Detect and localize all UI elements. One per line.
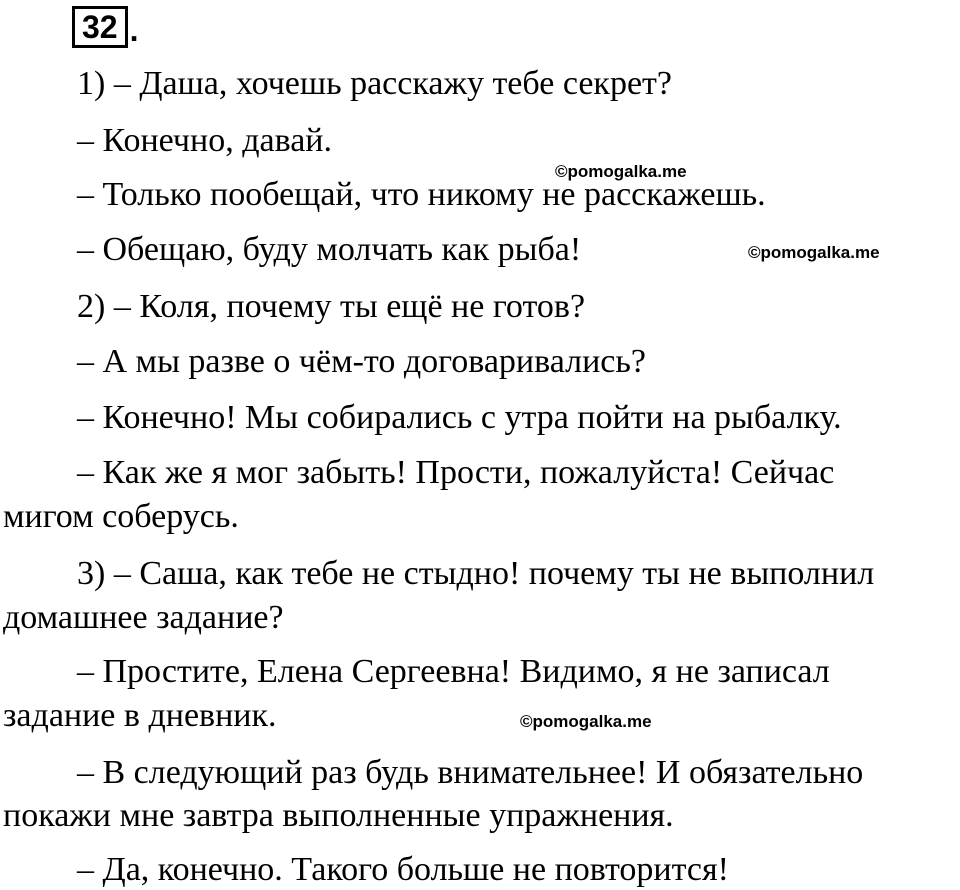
dialogue-3-line-1a: 3) – Саша, как тебе не стыдно! почему ты не выполнил: [77, 555, 875, 592]
dialogue-1-line-2: – Конечно, давай.: [77, 122, 332, 159]
dialogue-3-line-3a: – В следующий раз будь внимательнее! И обязательно: [77, 754, 864, 791]
exercise-number-dot: .: [129, 12, 139, 48]
watermark-2: ©pomogalka.me: [748, 243, 880, 262]
dialogue-1-line-3: – Только пообещай, что никому не расскажешь.: [77, 176, 766, 213]
dialogue-2-line-1: 2) – Коля, почему ты ещё не готов?: [77, 288, 586, 325]
dialogue-3-line-4: – Да, конечно. Такого больше не повторится!: [77, 851, 729, 888]
dialogue-2-line-4a: – Как же я мог забыть! Прости, пожалуйста! Сейчас: [77, 454, 835, 491]
dialogue-3-line-2a: – Простите, Елена Сергеевна! Видимо, я не записал: [77, 653, 830, 690]
dialogue-3-line-3b: покажи мне завтра выполненные упражнения.: [3, 797, 674, 834]
dialogue-2-line-4b: мигом соберусь.: [3, 498, 239, 535]
watermark-1: ©pomogalka.me: [555, 162, 687, 181]
dialogue-2-line-3: – Конечно! Мы собирались с утра пойти на рыбалку.: [77, 399, 842, 436]
exercise-number-box: 32: [72, 6, 128, 48]
dialogue-1-line-1: 1) – Даша, хочешь расскажу тебе секрет?: [77, 65, 672, 102]
dialogue-2-line-2: – А мы разве о чём-то договаривались?: [77, 343, 646, 380]
watermark-3: ©pomogalka.me: [520, 712, 652, 731]
dialogue-3-line-1b: домашнее задание?: [3, 599, 284, 636]
exercise-number: [72, 4, 138, 48]
dialogue-3-line-2b: задание в дневник.: [3, 697, 277, 734]
dialogue-1-line-4: – Обещаю, буду молчать как рыба!: [77, 231, 582, 268]
